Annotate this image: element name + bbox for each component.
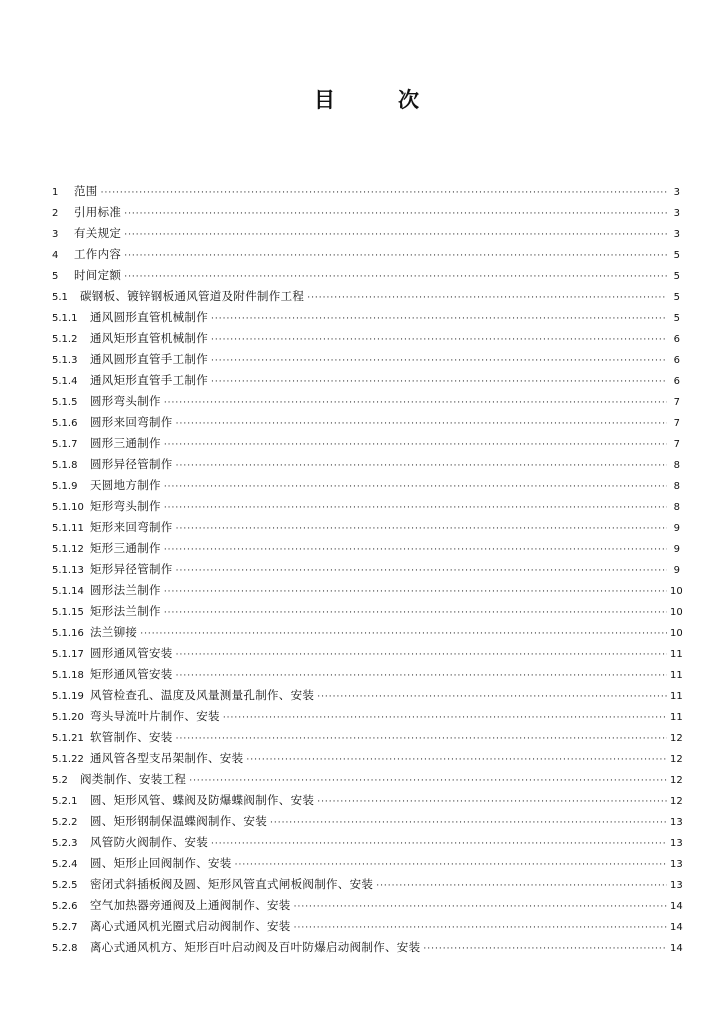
dot-leader (423, 939, 667, 960)
toc-entry-label: 圆形通风管安装 (90, 646, 173, 660)
toc-entry-page: 6 (673, 376, 680, 387)
toc-entry[interactable] (52, 370, 680, 391)
toc-entry-number: 2 (52, 208, 59, 219)
page-title (0, 84, 719, 114)
toc-entry-page: 7 (673, 397, 680, 408)
toc-entry[interactable] (52, 580, 683, 601)
toc-entry[interactable] (52, 391, 680, 412)
toc-entry-page: 8 (673, 481, 680, 492)
dot-leader (317, 687, 667, 708)
dot-leader (176, 729, 667, 750)
toc-entry-label: 离心式通风机光圈式启动阀制作、安装 (90, 919, 291, 933)
toc-entry-number: 5.1.15 (52, 607, 84, 618)
toc-entry-label: 矩形弯头制作 (90, 499, 161, 513)
toc-entry[interactable] (52, 916, 683, 937)
toc-entry-label: 圆形三通制作 (90, 436, 161, 450)
toc-entry-number: 5.1.22 (52, 754, 84, 765)
dot-leader (294, 897, 667, 918)
dot-leader (189, 771, 667, 792)
dot-leader (376, 876, 667, 897)
toc-entry-label: 圆、矩形止回阀制作、安装 (90, 856, 232, 870)
toc-entry-number: 5.2.2 (52, 817, 78, 828)
table-of-contents (52, 181, 683, 958)
toc-entry[interactable] (52, 202, 680, 223)
toc-entry-page: 9 (673, 565, 680, 576)
toc-entry-page: 13 (670, 880, 683, 891)
toc-entry-number: 5.1.9 (52, 481, 78, 492)
toc-entry-label: 通风矩形直管手工制作 (90, 373, 208, 387)
toc-entry-label: 通风管各型支吊架制作、安装 (90, 751, 244, 765)
toc-entry-label: 风管防火阀制作、安装 (90, 835, 208, 849)
toc-entry-page: 6 (673, 355, 680, 366)
toc-entry-page: 3 (673, 229, 680, 240)
toc-entry[interactable] (52, 454, 680, 475)
dot-leader (270, 813, 667, 834)
toc-entry-label: 通风圆形直管机械制作 (90, 310, 208, 324)
toc-entry-number: 5.2.5 (52, 880, 78, 891)
toc-entry-number: 5.2.1 (52, 796, 78, 807)
toc-entry-page: 8 (673, 460, 680, 471)
dot-leader (211, 330, 667, 351)
toc-entry[interactable] (52, 643, 683, 664)
toc-entry[interactable] (52, 769, 683, 790)
toc-entry-label: 密闭式斜插板阀及圆、矩形风管直式闸板阀制作、安装 (90, 877, 374, 891)
toc-entry-label: 引用标准 (74, 205, 122, 219)
toc-entry-page: 10 (670, 628, 683, 639)
toc-entry-number: 1 (52, 187, 59, 198)
toc-entry-label: 圆、矩形风管、蝶阀及防爆蝶阀制作、安装 (90, 793, 315, 807)
toc-entry-page: 11 (670, 691, 683, 702)
toc-entry[interactable] (52, 601, 683, 622)
toc-entry-label: 有关规定 (74, 226, 122, 240)
toc-entry[interactable] (52, 937, 683, 958)
toc-entry-number: 5.1.18 (52, 670, 84, 681)
dot-leader (124, 204, 667, 225)
dot-leader (176, 414, 667, 435)
toc-entry[interactable] (52, 685, 683, 706)
toc-entry[interactable] (52, 895, 683, 916)
toc-entry-page: 12 (670, 733, 683, 744)
dot-leader (211, 351, 667, 372)
dot-leader (246, 750, 667, 771)
toc-entry-number: 5.1 (52, 292, 68, 303)
toc-entry-page: 7 (673, 418, 680, 429)
dot-leader (164, 603, 667, 624)
toc-entry-page: 5 (673, 250, 680, 261)
toc-entry-page: 9 (673, 544, 680, 555)
dot-leader (101, 183, 667, 204)
toc-entry-page: 10 (670, 586, 683, 597)
toc-entry-page: 14 (670, 901, 683, 912)
toc-entry-page: 3 (673, 208, 680, 219)
toc-entry[interactable] (52, 538, 680, 559)
toc-entry-label: 矩形通风管安装 (90, 667, 173, 681)
toc-entry-page: 7 (673, 439, 680, 450)
toc-entry[interactable] (52, 853, 683, 874)
dot-leader (176, 561, 667, 582)
toc-entry-label: 圆、矩形钢制保温蝶阀制作、安装 (90, 814, 267, 828)
toc-entry-number: 5.1.20 (52, 712, 84, 723)
toc-entry[interactable] (52, 664, 683, 685)
toc-entry[interactable] (52, 223, 680, 244)
toc-entry-page: 11 (670, 712, 683, 723)
toc-entry-label: 圆形法兰制作 (90, 583, 161, 597)
toc-entry-label: 矩形三通制作 (90, 541, 161, 555)
toc-entry-number: 5.1.8 (52, 460, 78, 471)
toc-entry-number: 5.1.4 (52, 376, 78, 387)
toc-entry-number: 5.1.13 (52, 565, 84, 576)
dot-leader (164, 582, 667, 603)
toc-entry-label: 弯头导流叶片制作、安装 (90, 709, 220, 723)
toc-entry-number: 5.1.17 (52, 649, 84, 660)
dot-leader (176, 666, 667, 687)
dot-leader (164, 477, 667, 498)
toc-entry[interactable] (52, 244, 680, 265)
toc-entry-number: 5.1.5 (52, 397, 78, 408)
toc-entry-label: 矩形异径管制作 (90, 562, 173, 576)
dot-leader (176, 519, 667, 540)
toc-entry-page: 5 (673, 313, 680, 324)
toc-entry-page: 12 (670, 754, 683, 765)
dot-leader (140, 624, 667, 645)
dot-leader (211, 372, 667, 393)
toc-entry-number: 5.1.14 (52, 586, 84, 597)
dot-leader (164, 393, 667, 414)
toc-entry[interactable] (52, 307, 680, 328)
toc-entry-number: 5.2.6 (52, 901, 78, 912)
toc-entry-number: 5.2.3 (52, 838, 78, 849)
toc-entry-number: 5.2.4 (52, 859, 78, 870)
dot-leader (223, 708, 667, 729)
dot-leader (307, 288, 667, 309)
toc-entry-number: 5.1.10 (52, 502, 84, 513)
toc-entry[interactable] (52, 328, 680, 349)
dot-leader (176, 645, 667, 666)
toc-entry-number: 5.1.6 (52, 418, 78, 429)
toc-entry-label: 时间定额 (74, 268, 122, 282)
toc-entry[interactable] (52, 748, 683, 769)
toc-entry-number: 5.1.7 (52, 439, 78, 450)
title-char-1: 目 (314, 87, 335, 112)
toc-entry-page: 10 (670, 607, 683, 618)
toc-entry-label: 矩形来回弯制作 (90, 520, 173, 534)
toc-entry[interactable] (52, 706, 683, 727)
toc-entry-label: 通风圆形直管手工制作 (90, 352, 208, 366)
toc-entry-page: 5 (673, 271, 680, 282)
toc-entry-page: 9 (673, 523, 680, 534)
toc-entry-page: 12 (670, 775, 683, 786)
toc-entry[interactable] (52, 559, 680, 580)
toc-entry-number: 5.1.16 (52, 628, 84, 639)
toc-entry[interactable] (52, 832, 683, 853)
toc-entry-label: 风管检查孔、温度及风量测量孔制作、安装 (90, 688, 315, 702)
toc-entry-page: 3 (673, 187, 680, 198)
toc-entry-number: 5.2.8 (52, 943, 78, 954)
toc-entry[interactable] (52, 433, 680, 454)
toc-entry-label: 范围 (74, 184, 98, 198)
toc-entry-number: 5.1.2 (52, 334, 78, 345)
dot-leader (211, 309, 667, 330)
toc-entry[interactable] (52, 496, 680, 517)
toc-entry-label: 圆形异径管制作 (90, 457, 173, 471)
title-char-2: 次 (398, 87, 419, 112)
dot-leader (164, 540, 667, 561)
toc-entry[interactable] (52, 286, 680, 307)
dot-leader (164, 435, 667, 456)
toc-entry-number: 5.2 (52, 775, 68, 786)
toc-entry[interactable] (52, 475, 680, 496)
toc-entry-number: 5.1.21 (52, 733, 84, 744)
toc-entry-number: 4 (52, 250, 59, 261)
toc-entry[interactable] (52, 517, 680, 538)
toc-entry-label: 矩形法兰制作 (90, 604, 161, 618)
toc-entry-number: 5 (52, 271, 59, 282)
toc-entry[interactable] (52, 790, 683, 811)
dot-leader (176, 456, 667, 477)
dot-leader (211, 834, 667, 855)
toc-entry-page: 8 (673, 502, 680, 513)
toc-entry-label: 离心式通风机方、矩形百叶启动阀及百叶防爆启动阀制作、安装 (90, 940, 421, 954)
dot-leader (235, 855, 667, 876)
toc-entry-page: 13 (670, 817, 683, 828)
dot-leader (124, 246, 667, 267)
toc-entry-page: 6 (673, 334, 680, 345)
toc-entry-label: 软管制作、安装 (90, 730, 173, 744)
toc-entry-label: 阀类制作、安装工程 (80, 772, 187, 786)
toc-entry-label: 圆形来回弯制作 (90, 415, 173, 429)
toc-entry[interactable] (52, 811, 683, 832)
toc-entry-page: 13 (670, 859, 683, 870)
toc-entry-label: 天圆地方制作 (90, 478, 161, 492)
toc-entry-label: 工作内容 (74, 247, 122, 261)
toc-entry[interactable] (52, 265, 680, 286)
toc-entry-number: 3 (52, 229, 59, 240)
toc-entry-number: 5.1.1 (52, 313, 78, 324)
toc-entry-number: 5.1.3 (52, 355, 78, 366)
toc-entry-number: 5.1.11 (52, 523, 84, 534)
dot-leader (294, 918, 667, 939)
toc-entry-page: 5 (673, 292, 680, 303)
toc-entry-page: 11 (670, 649, 683, 660)
dot-leader (164, 498, 667, 519)
dot-leader (124, 267, 667, 288)
toc-entry[interactable] (52, 181, 680, 202)
dot-leader (317, 792, 667, 813)
toc-entry[interactable] (52, 727, 683, 748)
toc-entry-page: 13 (670, 838, 683, 849)
dot-leader (124, 225, 667, 246)
toc-entry-page: 12 (670, 796, 683, 807)
toc-entry-label: 通风矩形直管机械制作 (90, 331, 208, 345)
toc-entry[interactable] (52, 412, 680, 433)
toc-entry-page: 14 (670, 922, 683, 933)
toc-entry-number: 5.2.7 (52, 922, 78, 933)
toc-entry-label: 空气加热器旁通阀及上通阀制作、安装 (90, 898, 291, 912)
toc-entry-page: 14 (670, 943, 683, 954)
toc-entry-label: 碳钢板、镀锌钢板通风管道及附件制作工程 (80, 289, 305, 303)
toc-entry-label: 圆形弯头制作 (90, 394, 161, 408)
toc-entry-number: 5.1.19 (52, 691, 84, 702)
toc-entry-label: 法兰铆接 (90, 625, 138, 639)
toc-entry[interactable] (52, 349, 680, 370)
toc-entry-page: 11 (670, 670, 683, 681)
toc-entry[interactable] (52, 874, 683, 895)
toc-entry[interactable] (52, 622, 683, 643)
toc-entry-number: 5.1.12 (52, 544, 84, 555)
